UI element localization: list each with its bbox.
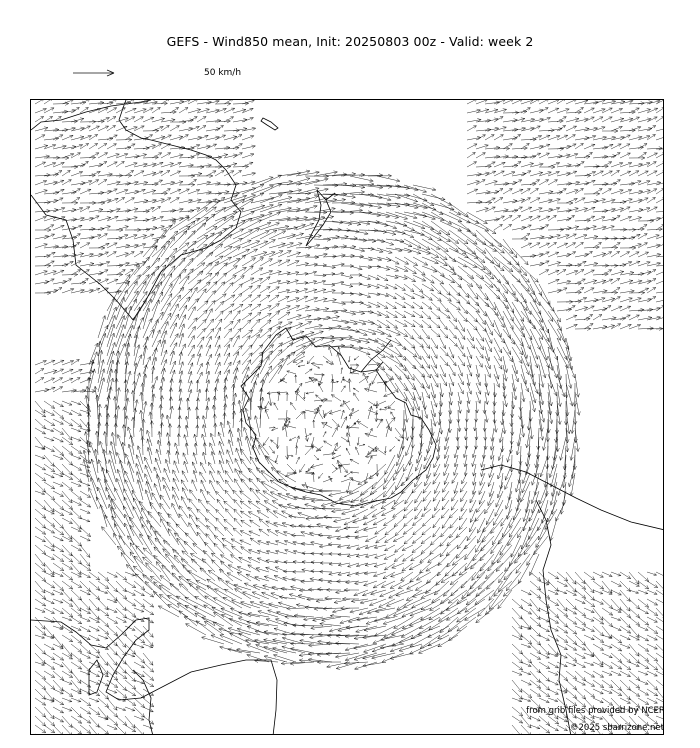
copyright-credit: ©2025 sbarrizone.net	[570, 723, 664, 733]
data-source-credit: from grib files provided by NCEP	[526, 706, 664, 716]
reference-vector-label: 50 km/h	[204, 68, 242, 78]
wind-vector-arrows	[35, 100, 664, 735]
reference-arrow-icon	[70, 64, 130, 84]
reference-vector-legend	[70, 64, 270, 84]
wind-vectors	[35, 100, 664, 735]
chart-title: GEFS - Wind850 mean, Init: 20250803 00z - Valid: week 2	[166, 34, 534, 49]
coastline-africa-horn	[133, 670, 153, 735]
coastline-africa	[31, 618, 277, 735]
coastline-island	[261, 118, 278, 130]
coastline-antarctic-peninsula	[361, 340, 391, 372]
wind-map-canvas	[31, 100, 664, 735]
wind-map	[30, 99, 664, 735]
